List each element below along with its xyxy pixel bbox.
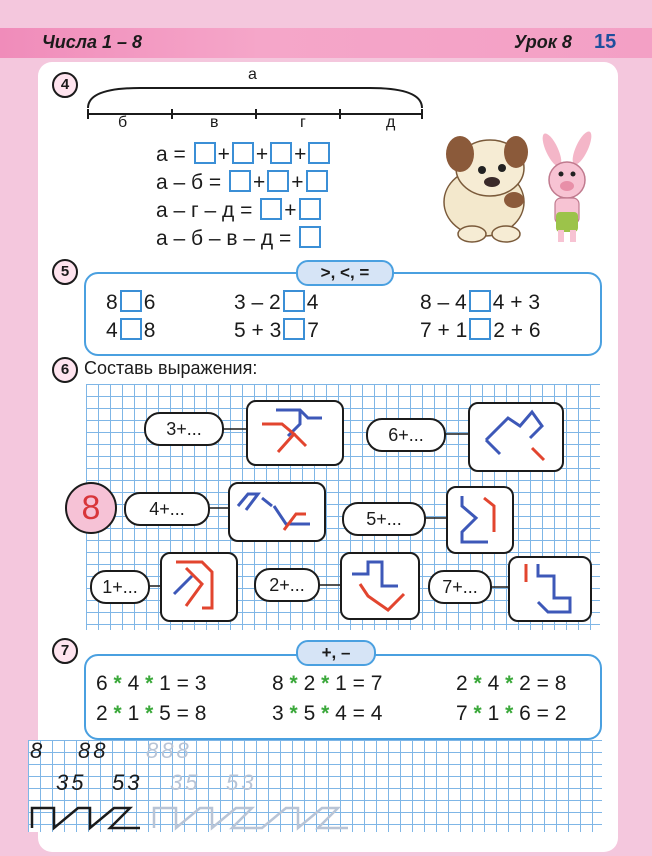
compare-right: 2 + 6 xyxy=(493,319,541,342)
task-5-number: 5 xyxy=(52,259,78,285)
task-7-number: 7 xyxy=(52,638,78,664)
compare-right: 6 xyxy=(143,291,156,314)
broken-line-icon xyxy=(162,554,236,620)
expression-pill[interactable]: 1+... xyxy=(90,570,150,604)
segment-label-g: г xyxy=(300,114,306,131)
shape-card[interactable] xyxy=(246,400,344,466)
expression-pill[interactable]: 3+... xyxy=(144,412,224,446)
equation-row: а – г – д = + xyxy=(156,198,323,223)
task-7-signs: +, – xyxy=(296,640,376,666)
copy-digit: 88 xyxy=(78,738,109,763)
expression-pill[interactable]: 5+... xyxy=(342,502,426,536)
expression-pill[interactable]: 6+... xyxy=(366,418,446,452)
copy-digit: 53 xyxy=(112,770,143,795)
compare-left: 7 + 1 xyxy=(420,319,468,342)
compare-left: 3 – 2 xyxy=(234,291,281,314)
sign-equation: 8 * 2 * 1 = 7 xyxy=(272,672,383,695)
copy-pattern xyxy=(30,802,370,832)
expression-pill[interactable]: 4+... xyxy=(124,492,210,526)
task-6-prompt: Составь выражения: xyxy=(84,358,258,378)
shape-card[interactable] xyxy=(508,556,592,622)
copy-digit: 35 xyxy=(56,770,87,795)
segment-label-d: д xyxy=(386,114,396,131)
task-7-frame xyxy=(84,654,602,740)
shape-card[interactable] xyxy=(446,486,514,554)
sign-equation: 3 * 5 * 4 = 4 xyxy=(272,702,383,725)
equation-lhs: а – б – в – д = xyxy=(156,227,292,250)
task-4-number: 4 xyxy=(52,72,78,98)
center-number: 8 xyxy=(65,482,117,534)
lesson-title: Урок 8 xyxy=(514,32,572,52)
sign-equation: 7 * 1 * 6 = 2 xyxy=(456,702,567,725)
compare-left: 8 xyxy=(106,291,118,314)
copy-digit: 8 xyxy=(30,738,46,763)
compare-right: 4 xyxy=(306,291,319,314)
compare-right: 8 xyxy=(143,319,156,342)
task-6-number: 6 xyxy=(52,357,78,383)
shape-card[interactable] xyxy=(228,482,326,542)
sign-equation: 2 * 1 * 5 = 8 xyxy=(96,702,207,725)
expression-pill[interactable]: 2+... xyxy=(254,568,320,602)
compare-left: 5 + 3 xyxy=(234,319,282,342)
equation-lhs: а = xyxy=(156,143,186,166)
equation-lhs: а – г – д = xyxy=(156,199,253,222)
expression-pill[interactable]: 7+... xyxy=(428,570,492,604)
page-number: 15 xyxy=(594,31,617,53)
copy-digit: 888 xyxy=(146,738,192,763)
task-5-signs: >, <, = xyxy=(296,260,394,286)
broken-line-icon xyxy=(342,554,418,618)
broken-line-icon xyxy=(248,402,342,464)
equation-lhs: а – б = xyxy=(156,171,222,194)
equation-row: а – б = + + xyxy=(156,170,330,195)
shape-card[interactable] xyxy=(340,552,420,620)
shape-card[interactable] xyxy=(468,402,564,472)
chapter-title: Числа 1 – 8 xyxy=(42,32,142,52)
copy-digit: 35 xyxy=(170,770,201,795)
broken-line-icon xyxy=(448,488,512,552)
broken-line-icon xyxy=(230,484,324,540)
segment-label-a: а xyxy=(248,66,257,83)
compare-left: 4 xyxy=(106,319,118,342)
segment-label-v: в xyxy=(210,114,219,131)
equation-row: а = + + + xyxy=(156,142,332,167)
sign-equation: 6 * 4 * 1 = 3 xyxy=(96,672,207,695)
copy-digit: 53 xyxy=(226,770,257,795)
broken-line-icon xyxy=(510,558,590,620)
compare-left: 8 – 4 xyxy=(420,291,467,314)
shape-card[interactable] xyxy=(160,552,238,622)
broken-line-icon xyxy=(470,404,562,470)
compare-right: 4 + 3 xyxy=(492,291,541,314)
compare-right: 7 xyxy=(307,319,319,342)
segment-label-b: б xyxy=(118,114,128,131)
sign-equation: 2 * 4 * 2 = 8 xyxy=(456,672,567,695)
